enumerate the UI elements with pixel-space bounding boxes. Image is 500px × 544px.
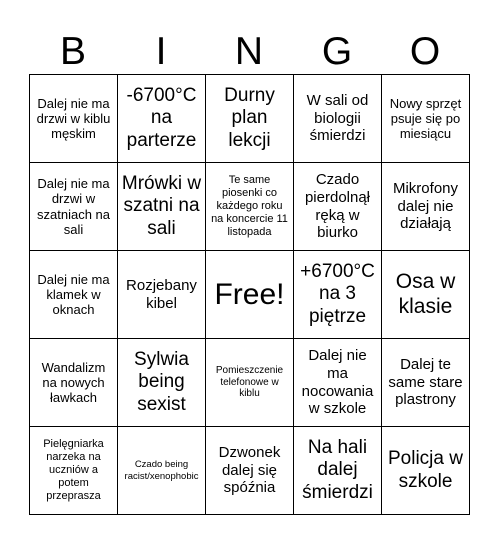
bingo-cell[interactable]	[382, 339, 470, 427]
cell-text: Mrówki w szatni na sali	[121, 172, 202, 239]
bingo-cell[interactable]	[206, 339, 294, 427]
header-letter-i: I	[155, 30, 167, 73]
bingo-cell[interactable]	[118, 75, 206, 163]
bingo-cell[interactable]	[382, 427, 470, 515]
cell-text: Dalej nie ma drzwi w kiblu męskim	[36, 95, 111, 142]
bingo-cell[interactable]	[118, 251, 206, 339]
header-letter-o: O	[409, 30, 441, 73]
cell-text: Mikrofony dalej nie działają	[392, 179, 459, 233]
bingo-header	[29, 30, 470, 74]
cell-text: Czado being racist/xenophobic	[124, 459, 199, 482]
bingo-cell[interactable]	[206, 163, 294, 251]
cell-text: W sali od biologii śmierdzi	[306, 91, 369, 145]
cell-text: Pomieszczenie telefonowe w kiblu	[215, 364, 284, 400]
cell-text: Policja w szkole	[388, 448, 463, 492]
bingo-cell[interactable]	[118, 163, 206, 251]
cell-text: -6700°C na parterze	[126, 84, 197, 151]
bingo-cell[interactable]	[382, 251, 470, 339]
cell-text: Czado pierdolnął ręką w biurko	[304, 171, 371, 242]
bingo-cell[interactable]	[294, 163, 382, 251]
bingo-cell[interactable]	[30, 163, 118, 251]
bingo-cell[interactable]	[294, 251, 382, 339]
bingo-cell[interactable]	[30, 339, 118, 427]
cell-text: Osa w klasie	[395, 269, 456, 318]
bingo-cell[interactable]	[382, 75, 470, 163]
bingo-cell[interactable]	[206, 427, 294, 515]
bingo-cell[interactable]	[30, 75, 118, 163]
bingo-cell[interactable]	[118, 427, 206, 515]
cell-text: Durny plan lekcji	[224, 84, 275, 151]
cell-text: Dalej nie ma drzwi w szatniach na sali	[37, 175, 110, 237]
bingo-cell[interactable]	[206, 75, 294, 163]
header-letter-g: G	[321, 30, 353, 73]
cell-text: Dalej nie ma klamek w oknach	[37, 271, 110, 318]
cell-text: +6700°C na 3 piętrze	[300, 260, 375, 327]
free-space[interactable]	[206, 251, 294, 339]
header-letter-b: B	[59, 30, 86, 73]
bingo-cell[interactable]	[30, 427, 118, 515]
bingo-cell[interactable]	[294, 75, 382, 163]
cell-text: Na hali dalej śmierdzi	[302, 436, 373, 503]
cell-text: Sylwia being sexist	[134, 348, 189, 415]
bingo-cell[interactable]	[382, 163, 470, 251]
cell-text: Dalej nie ma nocowania w szkole	[301, 347, 374, 418]
cell-text: Dzwonek dalej się spóźnia	[218, 443, 281, 497]
bingo-cell[interactable]	[118, 339, 206, 427]
cell-text: Nowy sprzęt psuje się po miesiącu	[389, 95, 462, 142]
cell-text: Pielęgniarka narzeka na uczniów a potem przeprasza	[43, 438, 104, 502]
bingo-cell[interactable]	[30, 251, 118, 339]
cell-text: Wandalizm na nowych ławkach	[41, 359, 106, 406]
cell-text: Dalej te same stare plastrony	[388, 355, 463, 409]
bingo-cell[interactable]	[294, 339, 382, 427]
bingo-grid	[29, 74, 470, 515]
header-letter-n: N	[234, 30, 264, 73]
cell-text: Free!	[214, 277, 285, 311]
cell-text: Rozjebany kibel	[126, 276, 197, 312]
bingo-cell[interactable]	[294, 427, 382, 515]
cell-text: Te same piosenki co każdego roku na koncercie 11 listopada	[211, 174, 288, 238]
